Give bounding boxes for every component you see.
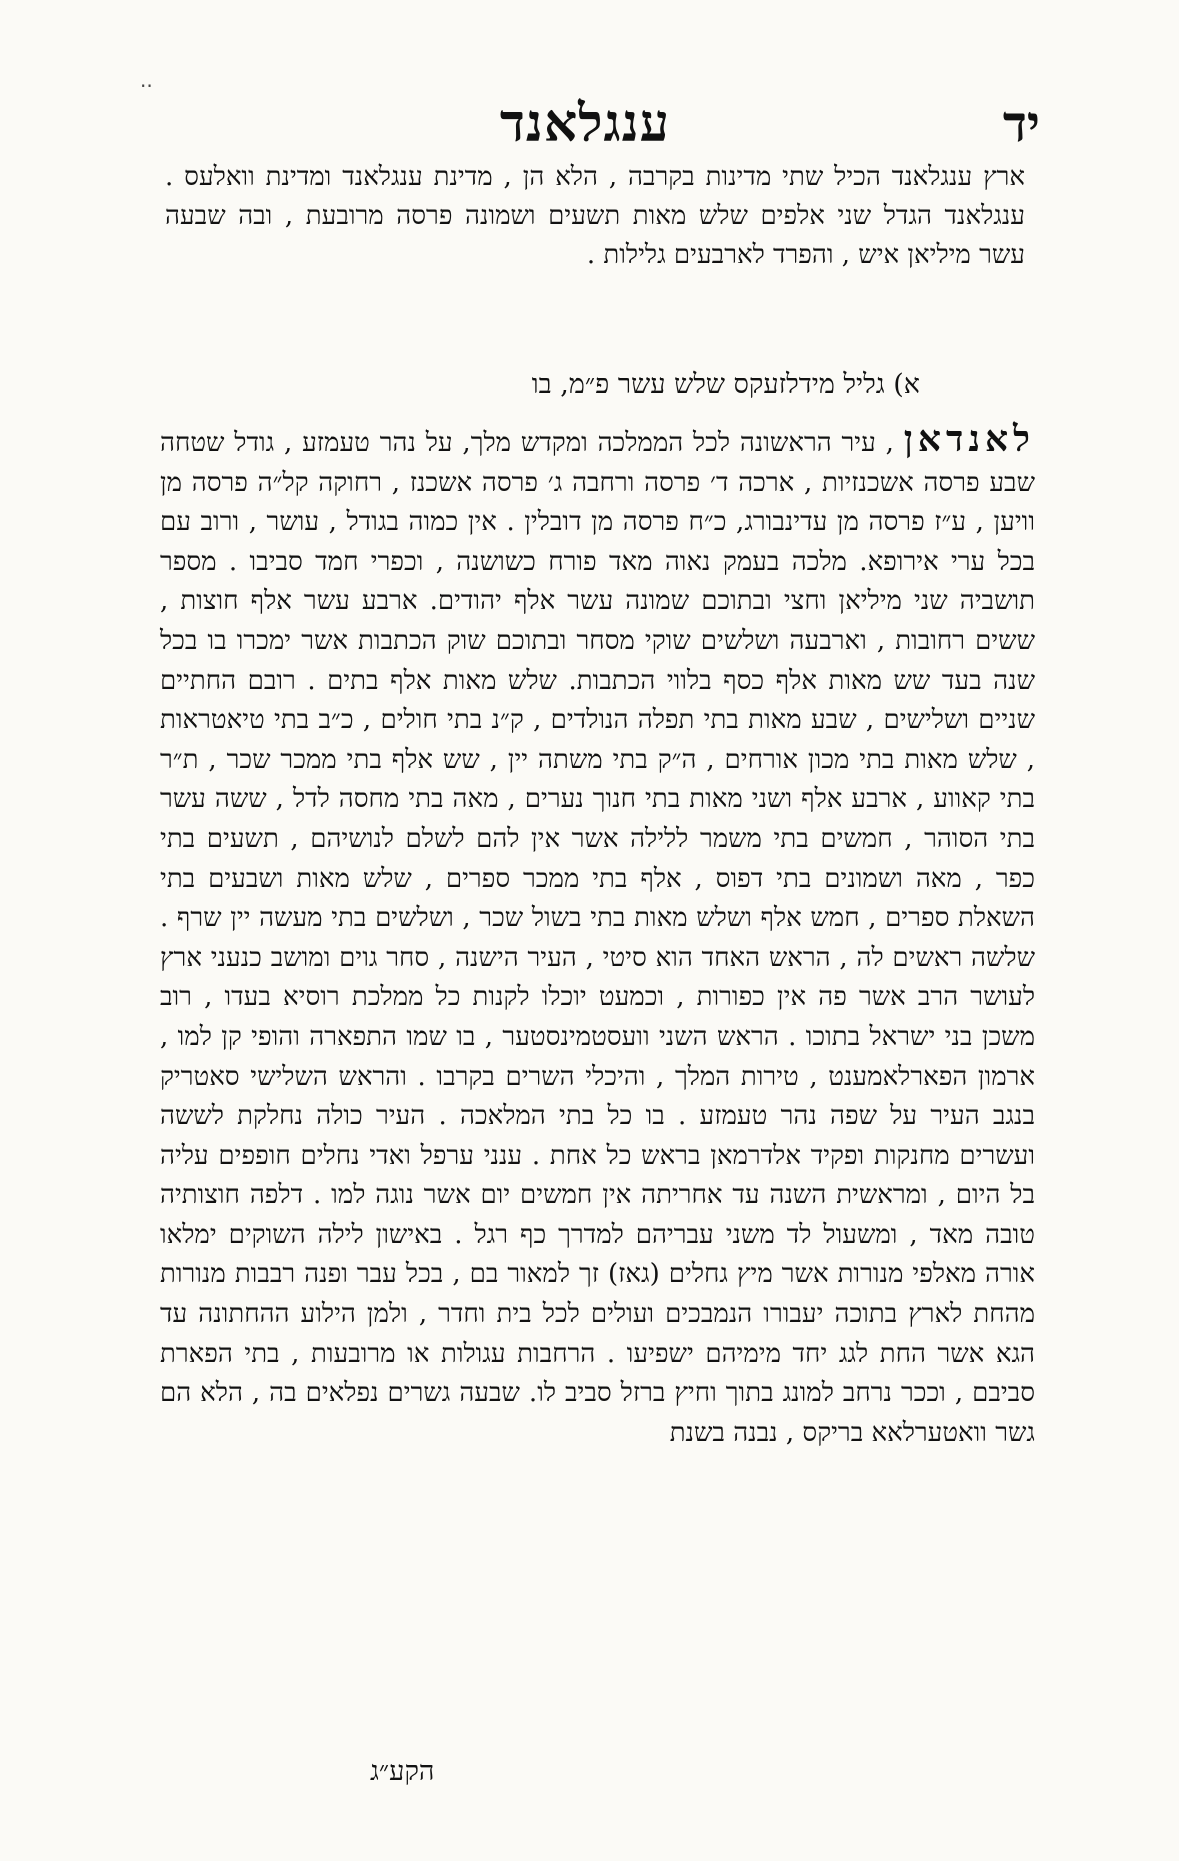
running-title: ענגלאנד — [499, 93, 671, 154]
page-number: יד — [1002, 94, 1040, 153]
page-header — [130, 88, 1040, 158]
catchword: הקע״ג — [370, 1756, 435, 1787]
page-edge-mark: ‧‧ — [140, 74, 153, 98]
intro-paragraph — [165, 158, 1025, 275]
lead-word: לאנדאן — [903, 418, 1035, 460]
intro-text: ארץ ענגלאנד הכיל שתי מדינות בקרבה , הלא הן , מדינת ענגלאנד ומדינת וואלעס . ענגלאנד הגדל שני אלפים שלש מאות תשעים ושמונה פרסה מרובעת , ובה שבעה עשר מיליאן איש , והפרד לארבעים גלילות . — [165, 162, 1025, 270]
entry-body-text: , עיר הראשונה לכל הממלכה ומקדש מלך, על נהר טעמזע , גודל שטחה שבע פרסה אשכנזיות , ארכה ד׳ פרסה ורחבה ג׳ פרסה אשכנז , רחוקה קל״ה פרסה מן וויען , ע״ז פרסה מן עדינבורג, כ״ח פרסה מן דובלין . אין כמוה בגודל , עושר , ורוב עם בכל ערי אירופא. מלכה בעמק נאוה מאד פורח כשושנה , וכפרי חמד סביבו . מספר תושביה שני מיליאן וחצי ובתוכם שמונה עשר אלף יהודים. ארבע עשר אלף חוצות , ששים רחובות , וארבעה ושלשים שוקי מסחר ובתוכם שוק הכתבות אשר ימכרו בו בכל שנה בעד שש מאות אלף כסף בלווי הכתבות. שלש מאות אלף בתים . רובם החתיים שניים ושלישים , שבע מאות בתי תפלה הנולדים , ק״נ בתי חולים , כ״ב בתי טיאטראות , שלש מאות בתי מכון אורחים , ה״ק בתי משתה יין , שש אלף בתי ממכר שכר , ת״ר בתי קאווע , ארבע אלף ושני מאות בתי חנוך נערים , מאה בתי מחסה לדל , ששה עשר בתי הסוהר , חמשים בתי משמר ללילה אשר אין להם לשלם לנושיהם , תשעים בתי כפר , מאה ושמונים בתי דפוס , אלף בתי ממכר ספרים , שלש מאות ושבעים בתי השאלת ספרים , חמש אלף ושלש מאות בתי בשול שכר , ושלשים בתי מעשה יין שרף . שלשה ראשים לה , הראש האחד הוא סיטי , העיר הישנה , סחר גוים ומושב כנעני ארץ לעושר הרב אשר פה אין כפורות , וכמעט יוכלו לקנות כל ממלכת רוסיא בעדו , רוב משכן בני ישראל בתוכו . הראש השני וועסטמינסטער , בו שמו התפארה והופי קן למו , ארמון הפארלאמענט , טירות המלך , והיכלי השרים בקרבו . והראש השלישי סאטריק בנגב העיר על שפה נהר טעמזע . בו כל בתי המלאכה . העיר כולה נחלקת לששה ועשרים מחנקות ופקיד אלדרמאן בראש כל אחת . ענני ערפל ואדי נחלים חופפים עליה בל היום , ומראשית השנה עד אחריתה אין חמשים יום אשר נוגה למו . דלפה חוצותיה טובה מאד , ומשעול לד משני עבריהם למדרך כף רגל . באישון לילה השוקים ימלאו אורה מאלפי מנורות אשר מיץ גחלים (גאז) זך למאור בם , בכל עבר ופנה רבבות מנורות מהחת לארץ בתוכה יעבורו הנמבכים ועולים לכל בית וחדר , ולמן הילוע ההחתונה עד הגא אשר החת לגג יחד מימיהם ישפיעו . הרחבות עגולות או מרובעות , בתי הפארת סביבם , וככר נרחב למונג בתוך וחיץ ברזל סביב לו. שבעה גשרים נפלאים בה , הלא הם גשר וואטערלאא בריקס , נבנה בשנת — [160, 428, 1035, 1448]
entry-body — [160, 420, 1035, 1750]
entry-heading: א) גליל מידלזעקס שלש עשר פ״מ, בו — [531, 369, 920, 400]
